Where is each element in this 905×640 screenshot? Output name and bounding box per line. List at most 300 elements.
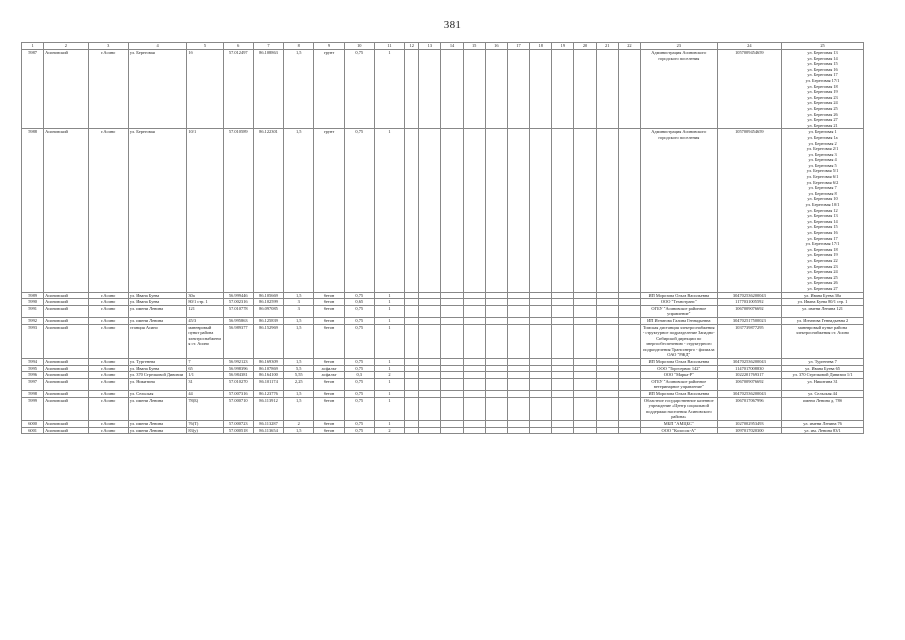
empty-cell <box>596 378 618 390</box>
area-cell: 5,55 <box>284 372 314 379</box>
empty-cell <box>485 372 507 379</box>
empty-cell <box>507 391 529 398</box>
empty-cell <box>441 299 463 306</box>
area-cell: 1,5 <box>284 359 314 366</box>
street-cell: ул. 370 Стрелковой Дивизии <box>128 372 186 379</box>
latitude-cell: 56.989377 <box>223 324 253 359</box>
container-count-cell: 2 <box>374 372 404 379</box>
empty-cell <box>441 292 463 299</box>
longitude-cell: 86.101174 <box>253 378 283 390</box>
container-count-cell: 1 <box>374 292 404 299</box>
empty-cell <box>419 129 441 292</box>
empty-cell <box>441 305 463 317</box>
house-number-cell: 45/3 <box>187 317 223 324</box>
col-12-cell <box>405 292 419 299</box>
area-cell: 1,5 <box>284 292 314 299</box>
empty-cell <box>530 397 552 420</box>
table-row <box>22 359 864 366</box>
empty-cell <box>463 299 485 306</box>
record-number-cell: 5995 <box>22 365 44 372</box>
house-number-cell: 80/1 стр. 1 <box>187 299 223 306</box>
surface-cell: асфальт <box>314 372 344 379</box>
house-number-cell: 44 <box>187 391 223 398</box>
empty-cell <box>463 391 485 398</box>
col-12-cell <box>405 129 419 292</box>
ogrn-cell: 1147017008830 <box>717 365 782 372</box>
column-header: 22 <box>618 43 640 50</box>
col-12-cell <box>405 324 419 359</box>
empty-cell <box>618 324 640 359</box>
district-cell: Асиновский <box>44 421 88 428</box>
col-12-cell <box>405 421 419 428</box>
street-cell: ул. Ивана Буева <box>128 292 186 299</box>
table-row <box>22 421 864 428</box>
empty-cell <box>507 397 529 420</box>
page-number: 381 <box>443 19 462 31</box>
col-12-cell <box>405 317 419 324</box>
empty-cell <box>618 427 640 434</box>
locality-cell: г.Асино <box>88 359 128 366</box>
ogrn-cell: 304702536200043 <box>717 391 782 398</box>
locality-cell: г.Асино <box>88 299 128 306</box>
owner-cell: ОГБУ "Асиновское районное управление" <box>640 305 717 317</box>
empty-cell <box>441 372 463 379</box>
column-header: 11 <box>374 43 404 50</box>
longitude-cell: 86.105669 <box>253 292 283 299</box>
ogrn-cell: 1057009454659 <box>717 129 782 292</box>
empty-cell <box>441 427 463 434</box>
house-number-cell: маневровый пункт района электроснабжения ст. Асино <box>187 324 223 359</box>
locality-cell: г.Асино <box>88 129 128 292</box>
owner-cell: Администрация Асиновского городского поселения <box>640 50 717 129</box>
empty-cell <box>485 292 507 299</box>
header-row <box>22 43 864 50</box>
container-volume-cell: 0,75 <box>344 427 374 434</box>
surface-cell: бетон <box>314 391 344 398</box>
container-count-cell: 1 <box>374 305 404 317</box>
table-row <box>22 391 864 398</box>
record-number-cell: 5990 <box>22 299 44 306</box>
container-volume-cell: 0,75 <box>344 129 374 292</box>
empty-cell <box>618 129 640 292</box>
ogrn-cell: 304702536200043 <box>717 359 782 366</box>
empty-cell <box>419 391 441 398</box>
district-cell: Асиновский <box>44 292 88 299</box>
record-number-cell: 5987 <box>22 50 44 129</box>
empty-cell <box>507 129 529 292</box>
empty-cell <box>552 359 574 366</box>
locality-cell: г.Асино <box>88 391 128 398</box>
column-header: 3 <box>88 43 128 50</box>
column-header: 16 <box>485 43 507 50</box>
container-volume-cell: 0,65 <box>344 299 374 306</box>
ogrn-cell: 1027002953493 <box>717 421 782 428</box>
empty-cell <box>441 378 463 390</box>
column-header: 2 <box>44 43 88 50</box>
col-12-cell <box>405 397 419 420</box>
empty-cell <box>596 292 618 299</box>
empty-cell <box>419 299 441 306</box>
longitude-cell: 86.125839 <box>253 317 283 324</box>
container-volume-cell: 0,75 <box>344 324 374 359</box>
empty-cell <box>530 305 552 317</box>
registry-table <box>21 42 864 434</box>
empty-cell <box>618 50 640 129</box>
empty-cell <box>574 365 596 372</box>
latitude-cell: 56.999446 <box>223 292 253 299</box>
container-count-cell: 1 <box>374 421 404 428</box>
record-number-cell: 6000 <box>22 421 44 428</box>
empty-cell <box>574 50 596 129</box>
empty-cell <box>463 317 485 324</box>
empty-cell <box>552 427 574 434</box>
owner-cell: МБП "АМЦБС" <box>640 421 717 428</box>
table-row <box>22 365 864 372</box>
area-cell: 1,5 <box>284 129 314 292</box>
district-cell: Асиновский <box>44 305 88 317</box>
empty-cell <box>507 427 529 434</box>
empty-cell <box>507 305 529 317</box>
table-row <box>22 397 864 420</box>
longitude-cell: 86.113654 <box>253 427 283 434</box>
surface-cell: бетон <box>314 317 344 324</box>
area-cell: 1,5 <box>284 427 314 434</box>
empty-cell <box>485 305 507 317</box>
empty-cell <box>485 391 507 398</box>
record-number-cell: 5989 <box>22 292 44 299</box>
latitude-cell: 56.998396 <box>223 365 253 372</box>
container-volume-cell: 0,75 <box>344 397 374 420</box>
area-cell: 3 <box>284 299 314 306</box>
empty-cell <box>552 317 574 324</box>
street-cell: ул. имени Ленина <box>128 427 186 434</box>
empty-cell <box>618 292 640 299</box>
container-count-cell: 1 <box>374 378 404 390</box>
empty-cell <box>441 421 463 428</box>
area-cell: 2 <box>284 421 314 428</box>
latitude-cell: 57.000710 <box>223 397 253 420</box>
house-number-cell: 7 <box>187 359 223 366</box>
empty-cell <box>530 299 552 306</box>
empty-cell <box>507 292 529 299</box>
served-addresses-cell: ул. имени Ленина 121 <box>782 305 864 317</box>
empty-cell <box>574 292 596 299</box>
locality-cell: г.Асино <box>88 421 128 428</box>
column-header: 8 <box>284 43 314 50</box>
empty-cell <box>507 365 529 372</box>
empty-cell <box>530 427 552 434</box>
container-volume-cell: 0,75 <box>344 317 374 324</box>
latitude-cell: 57.010589 <box>223 129 253 292</box>
served-addresses-cell: ул. Береговая 1 ул. Береговая 1а ул. Береговая 2 ул. Береговая 2/1 ул. Береговая 3 ул. Береговая 4 ул. Береговая 5 ул. Береговая 5/1 ул. Береговая 6/1 ул. Береговая 6/2 ул. Береговая 7 ул. Береговая 8 ул. Береговая 10 ул. Береговая 10/1 ул. Береговая 12 ул. Береговая 13 ул. Береговая 14 ул. Береговая 15 ул. Береговая 16 ул. Береговая 17 ул. Береговая 17/1 ул. Береговая 18 ул. Береговая 19 ул. Береговая 22 ул. Береговая 23 ул. Береговая 24 ул. Береговая 25 ул. Береговая 26 ул. Береговая 27 <box>782 129 864 292</box>
locality-cell: г.Асино <box>88 427 128 434</box>
empty-cell <box>441 317 463 324</box>
empty-cell <box>463 324 485 359</box>
empty-cell <box>552 397 574 420</box>
empty-cell <box>552 421 574 428</box>
empty-cell <box>419 359 441 366</box>
empty-cell <box>507 299 529 306</box>
area-cell: 1,5 <box>284 50 314 129</box>
empty-cell <box>419 324 441 359</box>
container-volume-cell: 0,75 <box>344 292 374 299</box>
empty-cell <box>485 365 507 372</box>
empty-cell <box>596 324 618 359</box>
house-number-cell: 65 <box>187 365 223 372</box>
empty-cell <box>596 391 618 398</box>
column-header: 13 <box>419 43 441 50</box>
col-12-cell <box>405 305 419 317</box>
empty-cell <box>618 359 640 366</box>
empty-cell <box>574 421 596 428</box>
record-number-cell: 5996 <box>22 372 44 379</box>
owner-cell: ИП Игнатова Галина Геннадьевна <box>640 317 717 324</box>
street-cell: ул. Береговая <box>128 129 186 292</box>
empty-cell <box>618 378 640 390</box>
surface-cell: бетон <box>314 292 344 299</box>
empty-cell <box>463 129 485 292</box>
surface-cell: грунт <box>314 50 344 129</box>
empty-cell <box>618 421 640 428</box>
empty-cell <box>507 359 529 366</box>
table-row <box>22 427 864 434</box>
owner-cell: ИП Морозова Ольга Васильевна <box>640 391 717 398</box>
owner-cell: Администрация Асиновского городского поселения <box>640 129 717 292</box>
longitude-cell: 86.097085 <box>253 305 283 317</box>
empty-cell <box>618 299 640 306</box>
empty-cell <box>596 372 618 379</box>
served-addresses-cell: ул. Ивана Буева 65 <box>782 365 864 372</box>
empty-cell <box>463 372 485 379</box>
ogrn-cell: 304702517500023 <box>717 317 782 324</box>
empty-cell <box>419 292 441 299</box>
empty-cell <box>552 324 574 359</box>
street-cell: ул. имени Ленина <box>128 305 186 317</box>
longitude-cell: 86.164100 <box>253 372 283 379</box>
empty-cell <box>574 305 596 317</box>
served-addresses-cell: ул. 370 Стрелковой Дивизии 1/1 <box>782 372 864 379</box>
longitude-cell: 86.108863 <box>253 50 283 129</box>
house-number-cell: 121 <box>187 305 223 317</box>
ogrn-cell: 1067009076692 <box>717 305 782 317</box>
column-header: 12 <box>405 43 419 50</box>
empty-cell <box>530 421 552 428</box>
ogrn-cell: 1057009454659 <box>717 50 782 129</box>
table-body <box>22 50 864 434</box>
empty-cell <box>530 391 552 398</box>
street-cell: ул. имени Ленина <box>128 397 186 420</box>
table-row <box>22 317 864 324</box>
empty-cell <box>574 397 596 420</box>
empty-cell <box>507 50 529 129</box>
latitude-cell: 57.002316 <box>223 299 253 306</box>
house-number-cell: 76(Т) <box>187 421 223 428</box>
owner-cell: ООО "Технотранс" <box>640 299 717 306</box>
record-number-cell: 5988 <box>22 129 44 292</box>
col-12-cell <box>405 365 419 372</box>
locality-cell: г.Асино <box>88 378 128 390</box>
empty-cell <box>441 50 463 129</box>
empty-cell <box>574 324 596 359</box>
longitude-cell: 86.169309 <box>253 359 283 366</box>
empty-cell <box>530 365 552 372</box>
table-row <box>22 324 864 359</box>
area-cell: 1,5 <box>284 397 314 420</box>
empty-cell <box>596 359 618 366</box>
empty-cell <box>441 391 463 398</box>
street-cell: ул. имени Ленина <box>128 317 186 324</box>
container-volume-cell: 0,75 <box>344 421 374 428</box>
column-header: 17 <box>507 43 529 50</box>
district-cell: Асиновский <box>44 359 88 366</box>
longitude-cell: 86.102599 <box>253 299 283 306</box>
empty-cell <box>530 292 552 299</box>
served-addresses-cell: ул. Никитина 31 <box>782 378 864 390</box>
table-row <box>22 305 864 317</box>
table-row <box>22 378 864 390</box>
empty-cell <box>463 359 485 366</box>
empty-cell <box>485 50 507 129</box>
owner-cell: Областное государственное казенное учреждение «Центр социальной поддержки населения Асиновского района» <box>640 397 717 420</box>
column-header: 23 <box>640 43 717 50</box>
container-count-cell: 1 <box>374 397 404 420</box>
empty-cell <box>507 324 529 359</box>
district-cell: Асиновский <box>44 365 88 372</box>
served-addresses-cell: ул. им. Ленина 83/1 <box>782 427 864 434</box>
owner-cell: ООО "Марка-Р" <box>640 372 717 379</box>
table-row <box>22 372 864 379</box>
container-count-cell: 1 <box>374 317 404 324</box>
house-number-cell: 30а <box>187 292 223 299</box>
empty-cell <box>552 292 574 299</box>
empty-cell <box>574 299 596 306</box>
locality-cell: г.Асино <box>88 292 128 299</box>
latitude-cell: 57.000723 <box>223 421 253 428</box>
column-header: 14 <box>441 43 463 50</box>
locality-cell: г.Асино <box>88 305 128 317</box>
column-header: 10 <box>344 43 374 50</box>
empty-cell <box>552 365 574 372</box>
empty-cell <box>463 292 485 299</box>
empty-cell <box>596 299 618 306</box>
empty-cell <box>530 50 552 129</box>
empty-cell <box>419 421 441 428</box>
column-header: 6 <box>223 43 253 50</box>
table-row <box>22 299 864 306</box>
longitude-cell: 86.113912 <box>253 397 283 420</box>
served-addresses-cell: ул. Сельская 44 <box>782 391 864 398</box>
latitude-cell: 56.995863 <box>223 317 253 324</box>
column-header: 20 <box>574 43 596 50</box>
empty-cell <box>419 317 441 324</box>
served-addresses-cell: маневровый пункт района электроснабжения ст. Асино <box>782 324 864 359</box>
surface-cell: бетон <box>314 324 344 359</box>
ogrn-cell: 1067017067996 <box>717 397 782 420</box>
empty-cell <box>552 378 574 390</box>
ogrn-cell: 1097017020300 <box>717 427 782 434</box>
surface-cell: асфальт <box>314 365 344 372</box>
column-header: 21 <box>596 43 618 50</box>
empty-cell <box>552 299 574 306</box>
street-cell: ул. Тургенева <box>128 359 186 366</box>
empty-cell <box>596 50 618 129</box>
empty-cell <box>596 421 618 428</box>
empty-cell <box>463 365 485 372</box>
empty-cell <box>596 317 618 324</box>
empty-cell <box>441 324 463 359</box>
empty-cell <box>530 129 552 292</box>
empty-cell <box>441 397 463 420</box>
col-12-cell <box>405 372 419 379</box>
district-cell: Асиновский <box>44 427 88 434</box>
served-addresses-cell: ул. Тургенева 7 <box>782 359 864 366</box>
container-count-cell: 1 <box>374 391 404 398</box>
served-addresses-cell: ул. имени Ленина 76 <box>782 421 864 428</box>
container-count-cell: 1 <box>374 324 404 359</box>
served-addresses-cell: ул. Игнатова Геннадьевна 2 <box>782 317 864 324</box>
surface-cell: бетон <box>314 427 344 434</box>
col-12-cell <box>405 427 419 434</box>
empty-cell <box>507 421 529 428</box>
empty-cell <box>618 305 640 317</box>
empty-cell <box>485 397 507 420</box>
latitude-cell: 57.000518 <box>223 427 253 434</box>
served-addresses-cell: ул. Ивана Буева 80/1 стр. 1 <box>782 299 864 306</box>
locality-cell: г.Асино <box>88 50 128 129</box>
record-number-cell: 5997 <box>22 378 44 390</box>
district-cell: Асиновский <box>44 372 88 379</box>
latitude-cell: 57.012497 <box>223 50 253 129</box>
column-header: 9 <box>314 43 344 50</box>
surface-cell: бетон <box>314 421 344 428</box>
latitude-cell: 57.010778 <box>223 305 253 317</box>
latitude-cell: 56.992123 <box>223 359 253 366</box>
empty-cell <box>574 427 596 434</box>
ogrn-cell: 1037739877295 <box>717 324 782 359</box>
house-number-cell: 1/1 <box>187 372 223 379</box>
empty-cell <box>485 129 507 292</box>
empty-cell <box>552 372 574 379</box>
owner-cell: ООО "Колосок-А" <box>640 427 717 434</box>
empty-cell <box>552 50 574 129</box>
empty-cell <box>463 421 485 428</box>
empty-cell <box>485 421 507 428</box>
empty-cell <box>463 427 485 434</box>
area-cell: 1,5 <box>284 317 314 324</box>
longitude-cell: 86.122301 <box>253 129 283 292</box>
table-row <box>22 292 864 299</box>
empty-cell <box>574 372 596 379</box>
empty-cell <box>485 324 507 359</box>
record-number-cell: 5999 <box>22 397 44 420</box>
empty-cell <box>596 427 618 434</box>
container-volume-cell: 0,75 <box>344 359 374 366</box>
street-cell: ул. Ивана Буева <box>128 365 186 372</box>
owner-cell: Томская дистанция электроснабжения - структурное подразделение Западно-Сибирской дирекции по энергообеспечению - структурного подразделения Трансэнерго - филиала ОАО "РЖД" <box>640 324 717 359</box>
empty-cell <box>507 378 529 390</box>
empty-cell <box>441 359 463 366</box>
empty-cell <box>441 129 463 292</box>
empty-cell <box>596 365 618 372</box>
locality-cell: г.Асино <box>88 324 128 359</box>
empty-cell <box>618 317 640 324</box>
area-cell: 2,25 <box>284 378 314 390</box>
longitude-cell: 86.123776 <box>253 391 283 398</box>
empty-cell <box>441 365 463 372</box>
empty-cell <box>485 359 507 366</box>
empty-cell <box>485 317 507 324</box>
district-cell: Асиновский <box>44 324 88 359</box>
